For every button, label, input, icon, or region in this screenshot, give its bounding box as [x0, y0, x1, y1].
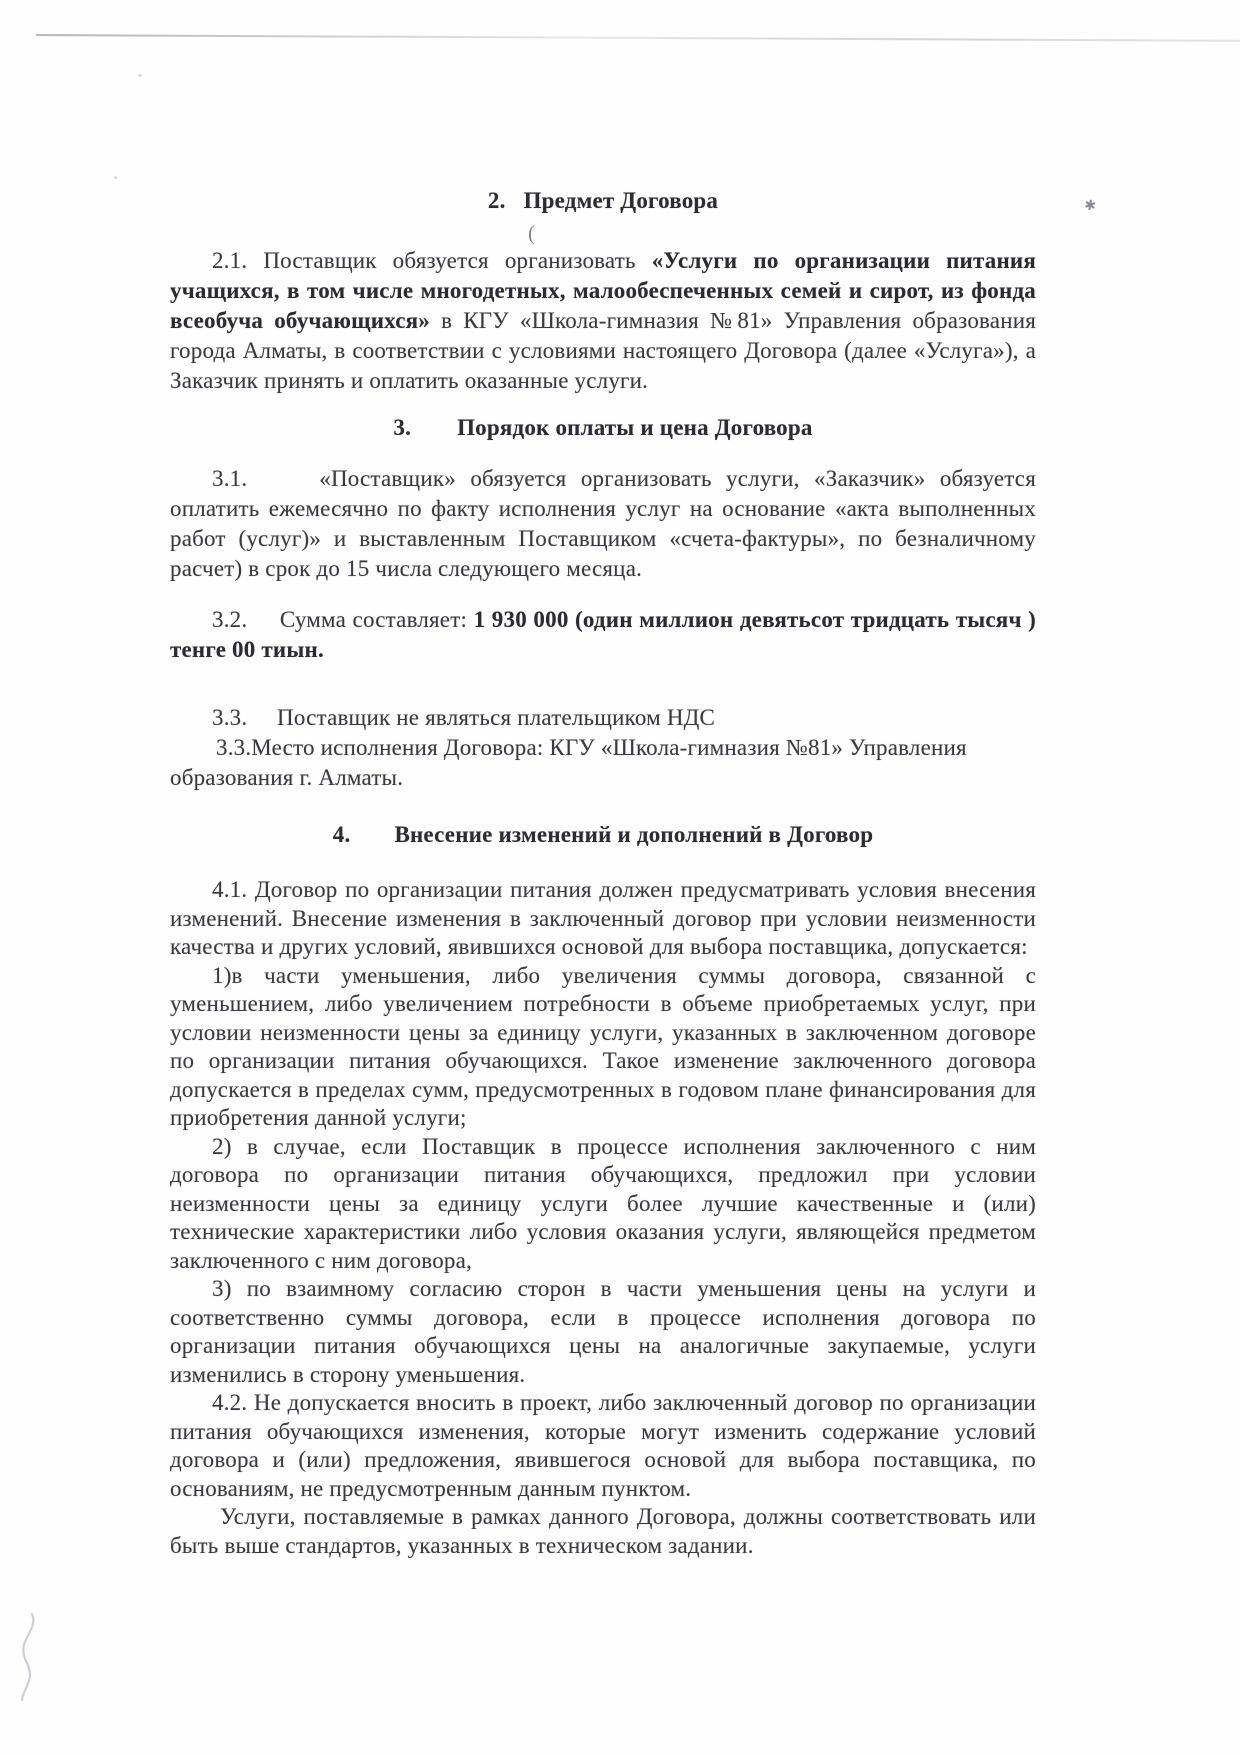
bold-text-run: 1 930 000 (один миллион девятьсот тридцать тысяч ) тенге 00 тиын.	[170, 607, 1036, 662]
paragraph-pfinal	[170, 1503, 1036, 1560]
paragraph-i3	[170, 1275, 1036, 1389]
paragraph-p31	[170, 464, 1036, 584]
bold-text-run: «Услуги по организации питания учащихся, в том числе многодетных, малообеспеченных семей и сирот, из фонда всеобуча обучающихся»	[170, 248, 1036, 333]
text-run: Услуги, поставляемые в рамках данного Договора, должны соответствовать или быть выше стандартов, указанных в техническом задании.	[170, 1504, 1036, 1558]
paragraph-p21	[170, 246, 1036, 396]
paragraph-p33b	[170, 733, 1036, 793]
section-heading-h2	[170, 186, 1036, 216]
section-heading-h4	[170, 820, 1036, 850]
scan-artifact-speck	[114, 176, 117, 179]
paragraph-p32	[170, 605, 1036, 665]
scan-artifact-asterisk-mark: ✱	[1083, 198, 1097, 215]
paragraph-p42	[170, 1389, 1036, 1503]
text-run: в КГУ «Школа-гимназия №81» Управления образования города Алматы, в соответствии с условиями настоящего Договора (далее «Услуга»), а Заказчик принять и оплатить оказанные услуги.	[170, 308, 1036, 393]
text-run: 4.2. Не допускается вносить в проект, либо заключенный договор по организации питания обучающихся изменения, которые могут изменить содержание условий договора и (или) предложения, явившегося основой для выбора поставщика, по основаниям, не предусмотренным данным пунктом.	[170, 1390, 1036, 1501]
heading-number: 3.	[393, 415, 412, 440]
text-run: 3.3. Поставщик не являться плательщиком НДС	[212, 705, 716, 730]
text-run: 2.1. Поставщик обязуется организовать	[212, 248, 652, 273]
text-run: 4.1. Договор по организации питания должен предусматривать условия внесения изменений. Внесение изменения в заключенный договор при условии неизменности качества и других условий, явившихся основой для выбора поставщика, допускается:	[170, 877, 1036, 959]
scan-artifact-paren-mark: (	[528, 221, 535, 245]
text-run: 2) в случае, если Поставщик в процессе исполнения заключенного с ним договора по организации питания обучающихся, предложил при условии неизменности цены за единицу услуги более лучшие качественные и (или) технические характеристики либо условия оказания услуги, являющейся предметом заключенного с ним договора,	[170, 1133, 1036, 1273]
scan-artifact-top-line	[36, 34, 1240, 42]
paragraph-i1	[170, 962, 1036, 1133]
paragraph-i2	[170, 1133, 1036, 1276]
heading-number: 4.	[332, 822, 351, 847]
text-run: 3) по взаимному согласию сторон в части уменьшения цены на услуги и соответственно суммы договора, если в процессе исполнения договора по организации питания обучающихся цены на аналогичные закупаемые, услуги изменились в сторону уменьшения.	[170, 1276, 1036, 1387]
paragraph-p33a	[170, 703, 1036, 733]
document-content	[170, 186, 1036, 1560]
text-run: 3.1. «Поставщик» обязуется организовать услуги, «Заказчик» обязуется оплатить ежемесячно по факту исполнения услуг на основание «акта выполненных работ (услуг)» и выставленным Поставщиком «счета-фактуры», по безналичному расчет) в срок до 15 числа следующего месяца.	[170, 466, 1036, 581]
heading-title: Порядок оплаты и цена Договора	[457, 415, 813, 440]
scan-artifact-speck	[138, 74, 142, 77]
heading-title: Внесение изменений и дополнений в Договор	[394, 822, 874, 847]
text-run: 1)в части уменьшения, либо увеличения суммы договора, связанной с уменьшением, либо увеличением потребности в объеме приобретаемых услуг, при условии неизменности цены за единицу услуги, указанных в заключенном договоре по организации питания обучающихся. Такое изменение заключенного договора допускается в пределах сумм, предусмотренных в годовом плане финансирования для приобретения данной услуги;	[170, 962, 1036, 1130]
text-run: 3.3.Место исполнения Договора: КГУ «Школа-гимназия №81» Управления образования г. Алматы.	[170, 735, 967, 790]
heading-title: Предмет Договора	[523, 188, 719, 213]
paragraph-p41	[170, 876, 1036, 962]
scan-artifact-pen-scribble	[8, 1612, 48, 1704]
section-heading-h3	[170, 413, 1036, 443]
heading-number: 2.	[487, 188, 506, 213]
text-run: 3.2. Сумма составляет:	[212, 607, 474, 632]
